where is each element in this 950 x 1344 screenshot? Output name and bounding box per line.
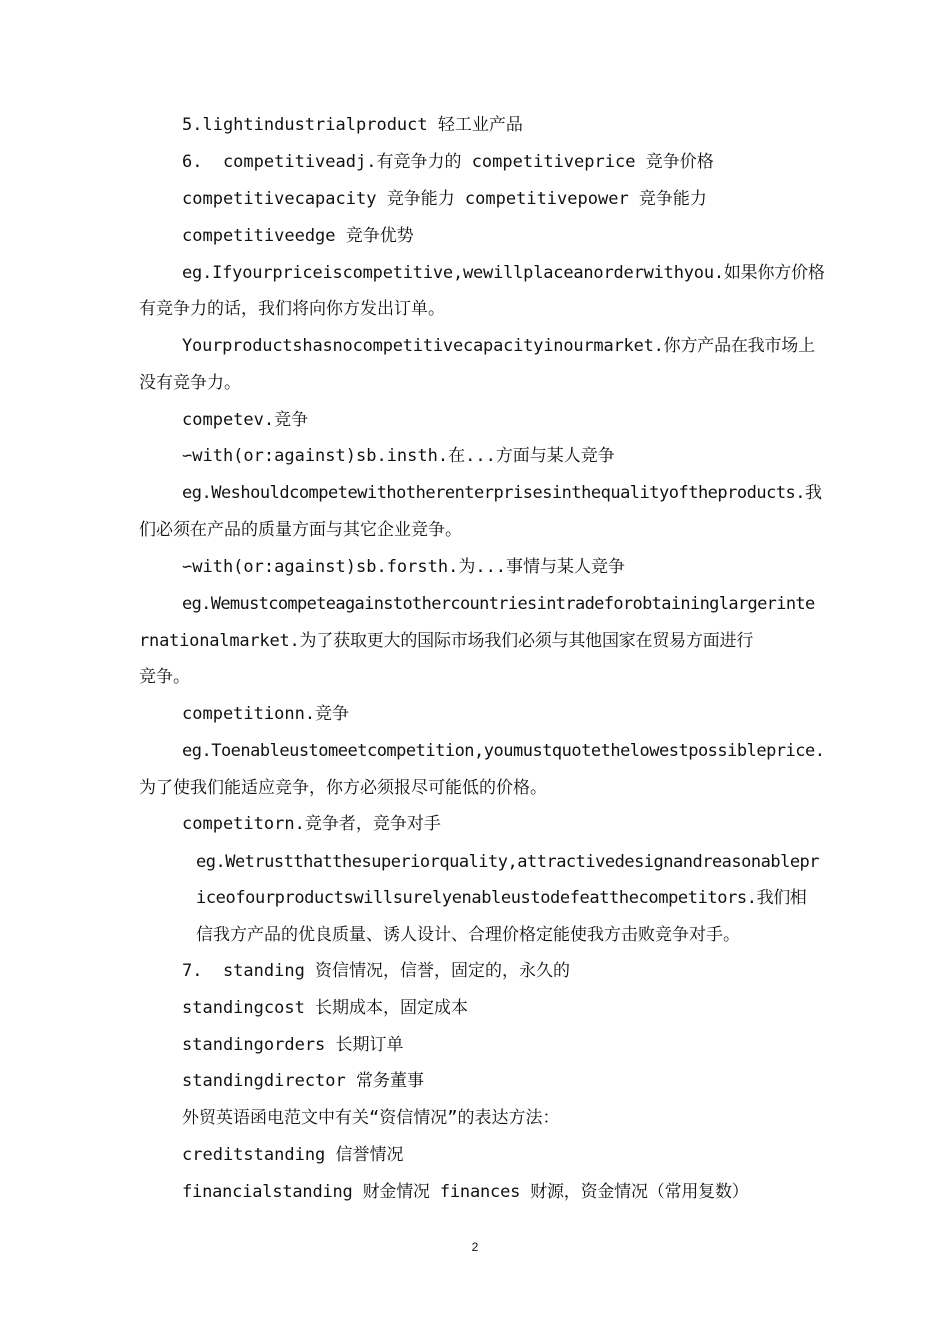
text-line: 为了使我们能适应竞争，你方必须报尽可能低的价格。 [139,778,547,798]
text-line: ∽with(or:against)sb.forsth.为...事情与某人竞争 [182,557,626,577]
text-line: eg.Wetrustthatthesuperiorquality,attractivedesignandreasonablepr [196,852,820,872]
page-number: 2 [471,1240,479,1254]
text-line: rnationalmarket.为了获取更大的国际市场我们必须与其他国家在贸易方面进行 [139,631,754,651]
text-line: competitorn.竞争者，竞争对手 [182,814,441,834]
text-line: iceofourproductswillsurelyenableustodefeatthecompetitors.我们相 [196,888,807,908]
text-line: eg.Ifyourpriceiscompetitive,wewillplaceanorderwithyou.如果你方价格 [182,263,825,283]
text-line: 5.lightindustrialproduct 轻工业产品 [182,115,523,135]
text-line: Yourproductshasnocompetitivecapacityinourmarket.你方产品在我市场上 [182,336,815,356]
text-line: competitivecapacity 竞争能力 competitivepower 竞争能力 [182,189,707,209]
text-line: 信我方产品的优良质量、诱人设计、合理价格定能使我方击败竞争对手。 [196,925,740,945]
text-line: eg.Wemustcompeteagainstothercountriesintradeforobtaininglargerinte [182,594,815,614]
text-line: ∽with(or:against)sb.insth.在...方面与某人竞争 [182,446,615,466]
text-line: competitiveedge 竞争优势 [182,226,414,246]
text-line: eg.Toenableustomeetcompetition,youmustquotethelowestpossibleprice. [182,741,825,761]
text-line: eg.Weshouldcompetewithotherenterprisesinthequalityoftheproducts.我 [182,483,822,503]
text-line: 竞争。 [139,667,190,687]
text-line: 有竞争力的话，我们将向你方发出订单。 [139,299,445,319]
text-line: standingcost 长期成本，固定成本 [182,998,469,1018]
text-line: 外贸英语函电范文中有关“资信情况”的表达方法： [182,1108,560,1128]
text-line: competitionn.竞争 [182,704,350,724]
text-line: 7. standing 资信情况，信誉，固定的，永久的 [182,961,571,981]
text-line: standingdirector 常务董事 [182,1071,424,1091]
text-line: 没有竞争力。 [139,373,241,393]
text-line: creditstanding 信誉情况 [182,1145,404,1165]
text-line: 们必须在产品的质量方面与其它企业竞争。 [139,520,462,540]
text-line: standingorders 长期订单 [182,1035,404,1055]
text-line: financialstanding 财金情况 finances 财源，资金情况（常用复数） [182,1182,749,1202]
text-line: 6. competitiveadj.有竞争力的 competitiveprice 竞争价格 [182,152,714,172]
text-line: competev.竞争 [182,410,309,430]
